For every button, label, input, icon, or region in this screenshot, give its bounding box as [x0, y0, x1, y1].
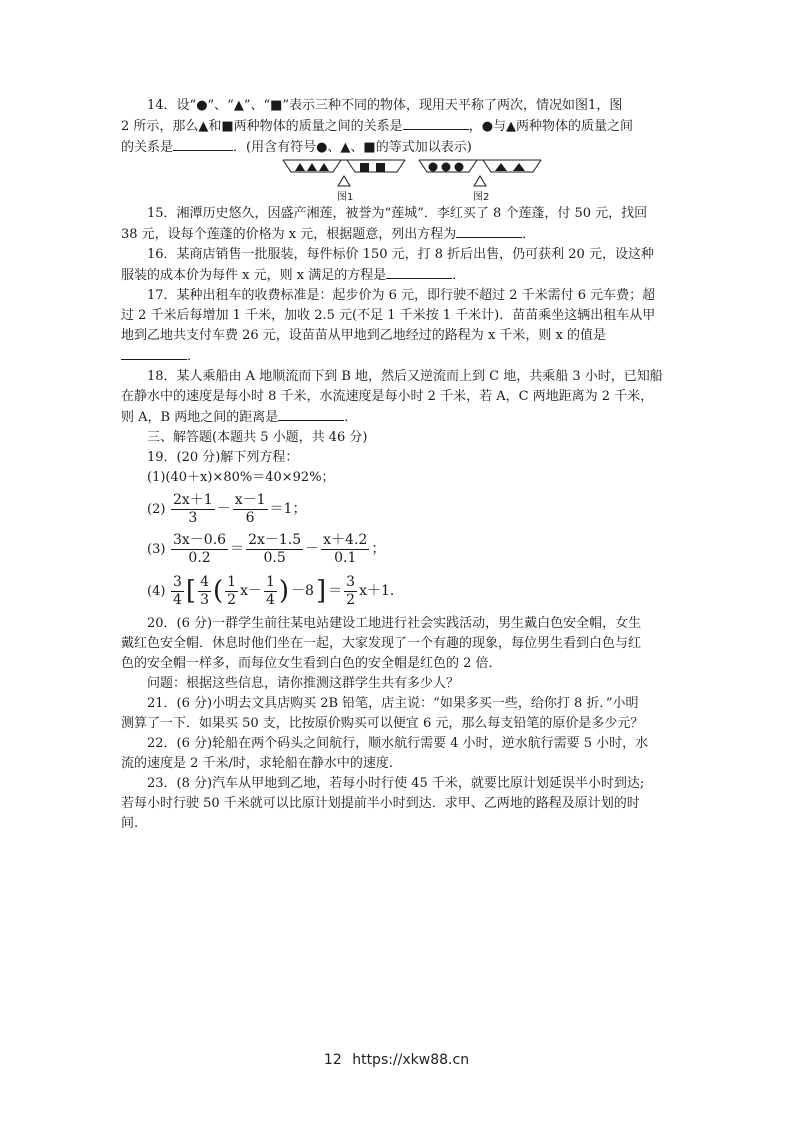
- q18-line2: 在静水中的速度是每小时 8 千米，水流速度是每小时 2 千米，若 A，C 两地距离为 2 千米，: [121, 389, 654, 404]
- q21-line1: 21．(6 分)小明去文具店购买 2B 铅笔，店主说：“如果多买一些，给你打 8 折．”小明: [147, 696, 639, 711]
- q19-eq2: (2) $\frac{2x+1}{3}$ － $\frac{x-1}{6}$ ＝1；: [147, 491, 307, 526]
- q17-line3: 地到乙地共支付车费 26 元，设苗苗从甲地到乙地经过的路程为 x 千米，则 x 的值是: [121, 328, 606, 343]
- q14-line3: 的关系是 ．(用含有符号●、▲、■的等式加以表示): [121, 137, 669, 158]
- q17-line2: 过 2 千米后每增加 1 千米，加收 2.5 元(不足 1 千米按 1 千米计)．苗苗乘坐这辆出租车从甲: [121, 308, 656, 323]
- q20-line2: 戴红色安全帽．休息时他们坐在一起，大家发现了一个有趣的现象，每位男生看到白色与红: [121, 636, 642, 651]
- q19-eq3: (3) $\frac{3x-0.6}{0.2}$ ＝ $\frac{2x-1.5}{0.5}$ － $\frac{x+4.2}{0.1}$ ；: [147, 531, 386, 566]
- fraction: $\frac{3}{2}$: [346, 573, 356, 608]
- answer-blank: [173, 137, 233, 151]
- fraction: $\frac{2x+1}{3}$: [173, 491, 213, 526]
- question-content: [121, 96, 669, 834]
- q21-line2: 测算了一下．如果买 50 支，比按原价购买可以便宜 6 元，那么每支铅笔的原价是多少元？: [121, 716, 644, 731]
- q19-eq1: (1)(40＋x)×80%＝40×92%；: [147, 470, 335, 485]
- footer-url[interactable]: https://xkw88.cn: [352, 1052, 470, 1068]
- q18-line3: 则 A，B 两地之间的距离是 ．: [121, 407, 669, 428]
- q17-line4: ．: [121, 346, 669, 367]
- q20-line3: 色的安全帽一样多，而每位女生看到白色的安全帽是红色的 2 倍．: [121, 656, 502, 671]
- answer-blank: [456, 224, 522, 238]
- q15-line1: 15．湘潭历史悠久，因盛产湘莲，被誉为“莲城”．李红买了 8 个莲蓬，付 50 元，找回: [147, 206, 648, 221]
- fraction: $\frac{1}{4}$: [265, 573, 275, 608]
- q16-line2: 服装的成本价为每件 x 元，则 x 满足的方程是 ．: [121, 265, 669, 286]
- q23-line3: 间.: [121, 816, 139, 831]
- q19-title: 19．(20 分)解下列方程：: [147, 450, 299, 465]
- figure-2-caption: 图2: [473, 192, 490, 203]
- fraction: $\frac{2x-1.5}{0.5}$: [248, 531, 302, 566]
- answer-blank: [278, 407, 344, 421]
- fraction: $\frac{1}{2}$: [227, 573, 237, 608]
- q15-line2: 38 元，设每个莲蓬的价格为 x 元，根据题意，列出方程为 ．: [121, 224, 669, 245]
- figure-1-caption: 图1: [337, 192, 354, 203]
- fraction: $\frac{x-1}{6}$: [234, 491, 266, 526]
- q18-line1: 18．某人乘船由 A 地顺流而下到 B 地，然后又逆流而上到 C 地，共乘船 3 小时，已知船: [147, 369, 663, 384]
- answer-blank: [403, 116, 469, 130]
- page-footer: [0, 1052, 793, 1068]
- page-number: 12: [323, 1052, 342, 1068]
- q22-line1: 22．(6 分)轮船在两个码头之间航行，顺水航行需要 4 小时，逆水航行需要 5 小时，水: [147, 736, 649, 751]
- right-bracket: ]: [315, 576, 327, 606]
- fraction: $\frac{x+4.2}{0.1}$: [323, 531, 368, 566]
- answer-blank: [386, 265, 452, 279]
- balance-figures: [121, 158, 669, 204]
- answer-blank: [121, 346, 187, 360]
- section-heading: 三、解答题(本题共 5 小题，共 46 分): [147, 430, 368, 445]
- right-paren: ): [278, 576, 290, 606]
- q23-line1: 23．(8 分)汽车从甲地到乙地，若每小时行使 45 千米，就要比原计划延误半小时到达;: [147, 776, 645, 791]
- balance-scale-figure-2: [417, 158, 543, 188]
- q16-line1: 16．某商店销售一批服装，每件标价 150 元，打 8 折后出售，仍可获利 20 元，设这种: [147, 247, 654, 262]
- q17-line1: 17．某种出租车的收费标准是：起步价为 6 元，即行驶不超过 2 千米需付 6 元车费；超: [147, 288, 656, 303]
- q14-line2: 2 所示，那么▲和■两种物体的质量之间的关系是 ，●与▲两种物体的质量之间: [121, 116, 669, 137]
- q19-eq4: (4) $\frac{3}{4}$ [ $\frac{4}{3}$ ( $\frac{1}{2}$ x－ $\frac{1}{4}$ ) －8 ] ＝ $\frac{3}{2}$ x＋1．: [147, 573, 404, 608]
- fraction: $\frac{3}{4}$: [173, 573, 182, 608]
- q20-line4: 问题：根据这些信息，请你推测这群学生共有多少人？: [147, 676, 460, 691]
- left-paren: (: [213, 576, 224, 606]
- fraction: $\frac{3x-0.6}{0.2}$: [173, 531, 227, 566]
- q20-line1: 20．(6 分)一群学生前往某电站建设工地进行社会实践活动，男生戴白色安全帽，女生: [147, 616, 642, 631]
- q14-line1: 14．设“●”、“▲”、“■”表示三种不同的物体，现用天平称了两次，情况如图1，图: [147, 98, 623, 113]
- q23-line2: 若每小时行驶 50 千米就可以比原计划提前半小时到达．求甲、乙两地的路程及原计划的时: [121, 796, 640, 811]
- fraction: $\frac{4}{3}$: [200, 573, 209, 608]
- left-bracket: [: [185, 576, 197, 606]
- balance-scale-figure-1: [281, 158, 407, 188]
- q22-line2: 流的速度是 2 千米/时，求轮船在静水中的速度.: [121, 756, 394, 771]
